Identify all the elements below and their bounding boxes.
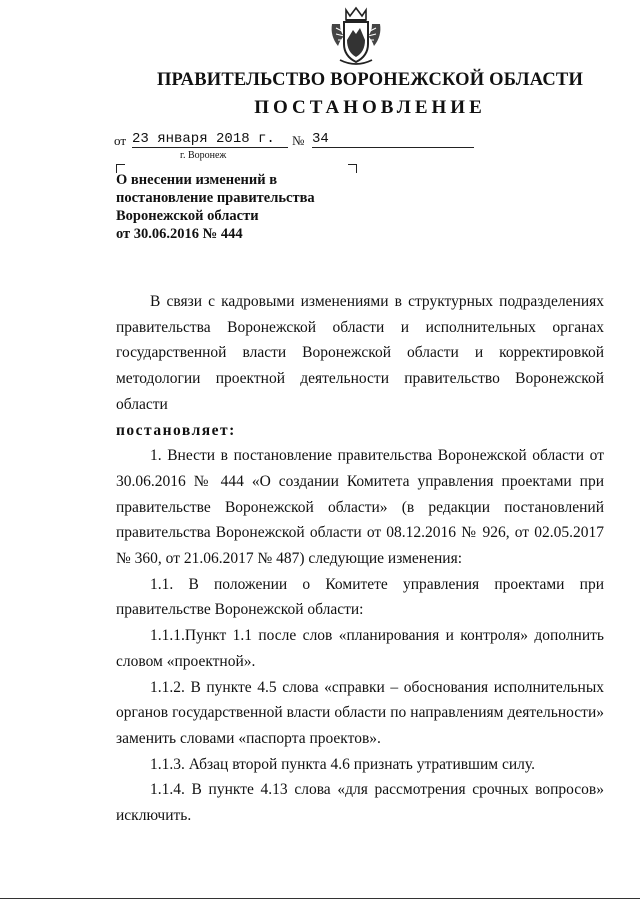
- subject-line: от 30.06.2016 № 444: [116, 226, 243, 242]
- document-number: 34: [312, 131, 474, 148]
- paragraph-1-1-2: 1.1.2. В пункте 4.5 слова «справки – обоснования исполнительных органов государственной власти области по направлениям деятельности» заменить словами «паспорта проектов».: [116, 678, 604, 747]
- document-body: [116, 289, 604, 829]
- paragraph-1: 1. Внести в постановление правительства Воронежской области от 30.06.2016 № 444 «О создании Комитета управления проектами при правительстве Воронежской области» (в редакции постановлений правительства Воронежской области от 08.12.2016 № 926, от 02.05.2017 № 360, от 21.06.2017 № 487) следующие изменения:: [116, 447, 604, 568]
- scan-edge-line: [0, 898, 640, 899]
- number-label: №: [292, 133, 305, 148]
- intro-text: В связи с кадровыми изменениями в структурных подразделениях правительства Воронежской области и исполнительных органах государственной власти Воронежской области и корректировкой методологии проектной деятельности правительство Воронежской области: [116, 293, 604, 413]
- paragraph-1-1: 1.1. В положении о Комитете управления проектами при правительстве Воронежской области:: [116, 575, 604, 619]
- paragraph-1-1-1: 1.1.1.Пункт 1.1 после слов «планирования и контроля» дополнить словом «проектной».: [116, 627, 604, 670]
- organization-title: ПРАВИТЕЛЬСТВО ВОРОНЕЖСКОЙ ОБЛАСТИ: [156, 70, 584, 90]
- coat-of-arms-emblem: [326, 6, 386, 68]
- subject-line: постановление правительства: [116, 190, 315, 206]
- resolves-word: постановляет:: [116, 421, 236, 439]
- intro-paragraph: [116, 289, 604, 418]
- city-label: г. Воронеж: [180, 150, 227, 161]
- date-prefix-label: от: [114, 133, 127, 148]
- document-date-line: [114, 131, 329, 149]
- document-subject: [116, 171, 366, 243]
- paragraph-1-1-3: 1.1.3. Абзац второй пункта 4.6 признать утратившим силу.: [150, 755, 535, 773]
- paragraph-1-1-4: 1.1.4. В пункте 4.13 слова «для рассмотрения срочных вопросов» исключить.: [116, 781, 604, 825]
- document-type-title: ПОСТАНОВЛЕНИЕ: [254, 97, 486, 118]
- subject-line: Воронежской области: [116, 208, 259, 224]
- subject-line: О внесении изменений в: [116, 172, 278, 188]
- document-date: 23 января 2018 г.: [132, 131, 288, 148]
